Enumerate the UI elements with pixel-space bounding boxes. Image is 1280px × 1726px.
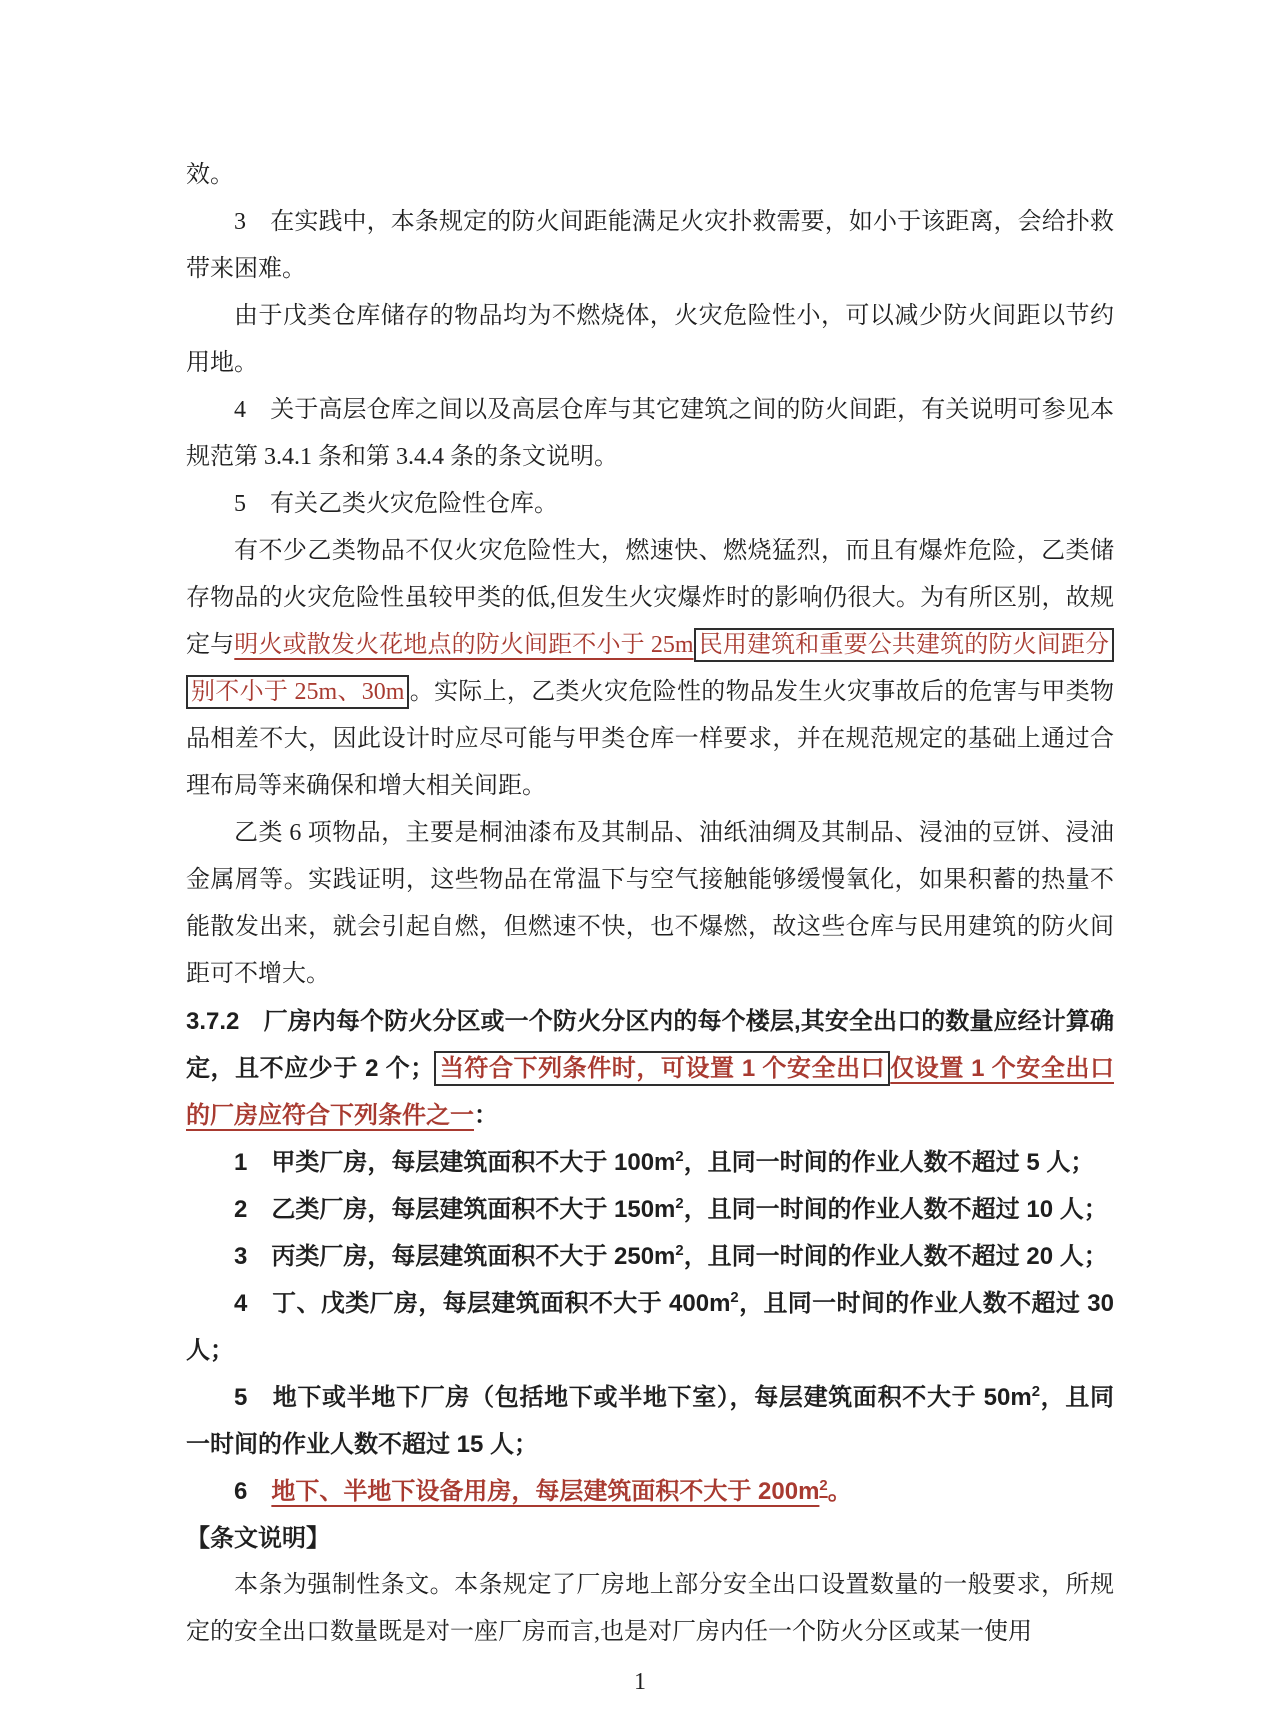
paragraph-clause-3-7-2: [186, 998, 1114, 1139]
superscript: 2: [1031, 1384, 1040, 1400]
text-run: ，且同一时间的作业人数不超过 10 人；: [683, 1196, 1108, 1223]
text-run: ，且同一时间的作业人数不超过 5 人；: [683, 1149, 1095, 1176]
text-run: 4 丁、戊类厂房，每层建筑面积不大于 400m: [234, 1290, 731, 1317]
revision-underline-text: 明火或散发火花地点的防火间距不小于 25m: [234, 632, 694, 658]
superscript: 2: [675, 1196, 684, 1212]
text-run: 1 甲类厂房，每层建筑面积不大于 100m: [234, 1149, 676, 1176]
paragraph-item-4: [186, 387, 1114, 481]
paragraph-item-5: [186, 481, 1114, 528]
text-run: 。: [827, 1478, 852, 1505]
paragraph-condition-6-revision: [186, 1468, 1114, 1515]
revision-box-text: 民用建筑和重要公共建筑的防火间距分别不小于 25m、30m: [186, 628, 1114, 709]
text-run: 3 在实践中，本条规定的防火间距能满足火灾扑救需要，如小于该距离，会给扑救带来困难。: [186, 209, 1114, 282]
paragraph-carryover: [186, 152, 1114, 199]
text-run: 有不少乙类物品不仅火灾危险性大，燃速快、燃烧猛烈，而且有爆炸危险，乙类储存物品的火灾危险性虽较甲类的低,但发生火灾爆炸时的影响仍很大。为有所区别，故规定与: [186, 538, 1114, 658]
paragraph-item-3: [186, 199, 1114, 293]
text-run: 效。: [186, 162, 234, 188]
text-run: ，且同一时间的作业人数不超过 20 人；: [683, 1243, 1108, 1270]
page-number: 1: [634, 1669, 646, 1695]
text-run: 5 有关乙类火灾危险性仓库。: [234, 491, 558, 517]
text-run: 3 丙类厂房，每层建筑面积不大于 250m: [234, 1243, 676, 1270]
revision-underline-text: 2: [819, 1478, 828, 1494]
text-run: 【条文说明】: [186, 1525, 330, 1552]
text-run: 乙类 6 项物品，主要是桐油漆布及其制品、油纸油绸及其制品、浸油的豆饼、浸油金属屑等。实践证明，这些物品在常温下与空气接触能够缓慢氧化，如果积蓄的热量不能散发出来，就会引起自燃，但燃速不快，也不爆燃，故这些仓库与民用建筑的防火间距可不增大。: [186, 820, 1114, 987]
text-run: ：: [474, 1102, 498, 1129]
paragraph-condition-1: [186, 1139, 1114, 1186]
text-run: 3.7.2 厂房内每个防火分区或一个防火分区内的每个楼层,其安全出口的数量应经计算确定，且不应少于 2 个；: [186, 1008, 1114, 1082]
revision-underline-text: 仅设置 1 个安全出口的厂房应符合下列条件之一: [186, 1055, 1114, 1129]
text-run: ，且同一时间的作业人数不超过 15 人；: [186, 1384, 1114, 1458]
paragraph-yiclass-6items: [186, 810, 1114, 998]
paragraph-condition-4: [186, 1280, 1121, 1374]
text-run: 由于戊类仓库储存的物品均为不燃烧体，火灾危险性小，可以减少防火间距以节约用地。: [186, 303, 1114, 376]
paragraph-explanation-body: [186, 1562, 1114, 1656]
text-run: 2 乙类厂房，每层建筑面积不大于 150m: [234, 1196, 676, 1223]
paragraph-condition-5: [186, 1374, 1114, 1468]
paragraph-yiclass-revision: [186, 528, 1114, 810]
revision-box-text: 当符合下列条件时，可设置 1 个安全出口: [434, 1051, 890, 1086]
superscript: 2: [675, 1149, 684, 1165]
document-body: [186, 152, 1121, 1656]
paragraph-explanation-header: [186, 1515, 1114, 1562]
paragraph-condition-3: [186, 1233, 1114, 1280]
revision-underline-text: 地下、半地下设备用房，每层建筑面积不大于 200m: [271, 1478, 820, 1505]
text-run: 。实际上，乙类火灾危险性的物品发生火灾事故后的危害与甲类物品相差不大，因此设计时应尽可能与甲类仓库一样要求，并在规范规定的基础上通过合理布局等来确保和增大相关间距。: [186, 679, 1115, 799]
text-run: 本条为强制性条文。本条规定了厂房地上部分安全出口设置数量的一般要求，所规定的安全出口数量既是对一座厂房而言,也是对厂房内任一个防火分区或某一使用: [186, 1572, 1114, 1645]
superscript: 2: [730, 1290, 739, 1306]
paragraph-condition-2: [186, 1186, 1114, 1233]
paragraph-wuclass: [186, 293, 1114, 387]
text-run: ，且同一时间的作业人数不超过 30 人；: [186, 1290, 1121, 1364]
text-run: 5 地下或半地下厂房（包括地下或半地下室），每层建筑面积不大于 50m: [234, 1384, 1032, 1411]
text-run: 6: [234, 1478, 272, 1505]
text-run: 4 关于高层仓库之间以及高层仓库与其它建筑之间的防火间距，有关说明可参见本规范第 3.4.1 条和第 3.4.4 条的条文说明。: [186, 397, 1114, 470]
superscript: 2: [675, 1243, 684, 1259]
